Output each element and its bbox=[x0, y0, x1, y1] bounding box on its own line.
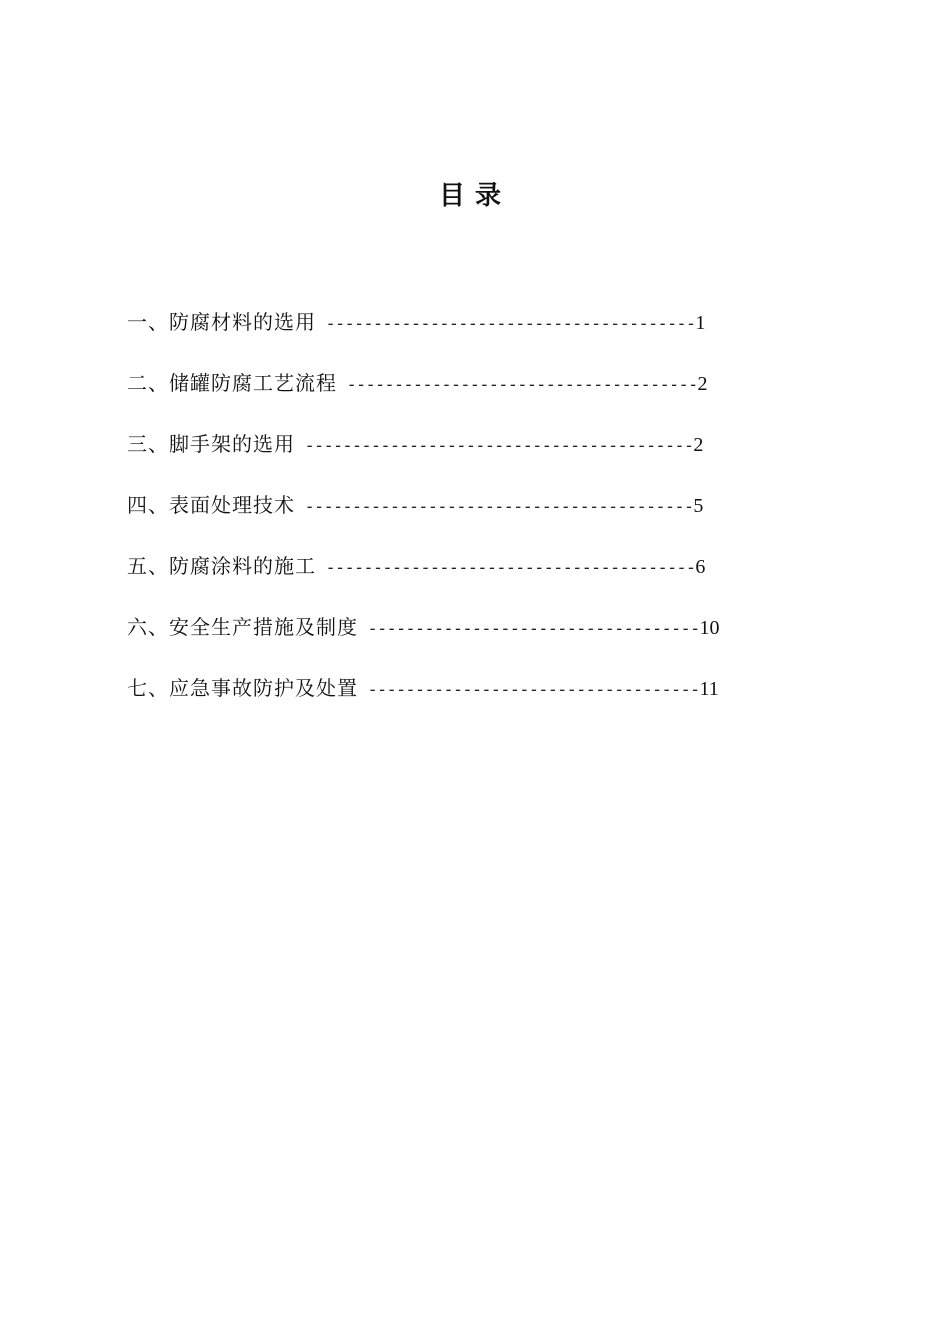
toc-entry-page-number: 2 bbox=[693, 434, 704, 456]
toc-entry-leader: ----------------------------------------- bbox=[295, 436, 694, 456]
toc-entry-label: 三、脚手架的选用 bbox=[127, 432, 295, 456]
toc-entry bbox=[127, 549, 807, 610]
toc-entry-label: 四、表面处理技术 bbox=[127, 493, 295, 517]
toc-list bbox=[127, 305, 807, 732]
toc-entry-leader: ------------------------------------- bbox=[337, 375, 698, 395]
toc-entry-label: 七、应急事故防护及处置 bbox=[127, 676, 358, 700]
toc-entry-page-number: 10 bbox=[699, 617, 720, 639]
toc-entry-leader: ----------------------------------- bbox=[358, 680, 700, 700]
toc-entry-label: 一、防腐材料的选用 bbox=[127, 310, 316, 334]
toc-entry-leader: --------------------------------------- bbox=[316, 314, 696, 334]
toc-entry bbox=[127, 305, 807, 366]
toc-entry-leader: ----------------------------------------- bbox=[295, 497, 694, 517]
toc-entry bbox=[127, 671, 807, 732]
toc-entry-page-number: 11 bbox=[699, 678, 719, 700]
toc-entry bbox=[127, 488, 807, 549]
toc-entry-page-number: 6 bbox=[695, 556, 706, 578]
toc-entry-label: 五、防腐涂料的施工 bbox=[127, 554, 316, 578]
toc-entry-page-number: 1 bbox=[695, 312, 706, 334]
toc-entry bbox=[127, 427, 807, 488]
toc-entry bbox=[127, 610, 807, 671]
toc-entry-page-number: 5 bbox=[693, 495, 704, 517]
toc-entry-label: 二、储罐防腐工艺流程 bbox=[127, 371, 337, 395]
toc-entry-label: 六、安全生产措施及制度 bbox=[127, 615, 358, 639]
toc-entry-leader: ----------------------------------- bbox=[358, 619, 700, 639]
toc-entry bbox=[127, 366, 807, 427]
toc-title: 目录 bbox=[438, 181, 511, 211]
toc-entry-leader: --------------------------------------- bbox=[316, 558, 696, 578]
toc-entry-page-number: 2 bbox=[697, 373, 708, 395]
